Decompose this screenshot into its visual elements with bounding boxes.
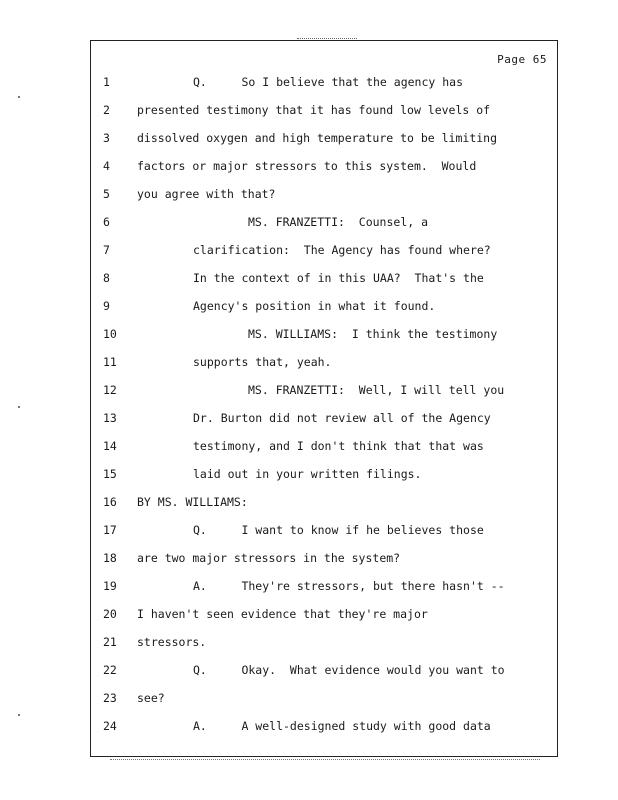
transcript-line (91, 159, 559, 187)
line-text: testimony, and I don't think that that was (193, 439, 484, 453)
line-number: 19 (103, 579, 117, 593)
line-text: Q. So I believe that the agency has (193, 75, 464, 89)
line-text: are two major stressors in the system? (137, 551, 401, 565)
line-number: 17 (103, 523, 117, 537)
transcript-line (91, 719, 559, 747)
transcript-line (91, 299, 559, 327)
line-number: 21 (103, 635, 117, 649)
line-number: 13 (103, 411, 117, 425)
line-text: Dr. Burton did not review all of the Agency (193, 411, 491, 425)
transcript-line (91, 551, 559, 579)
line-number: 7 (103, 243, 110, 257)
transcript-line (91, 495, 559, 523)
page-number: Page 65 (497, 53, 547, 66)
scan-artifact (18, 96, 20, 98)
transcript-line (91, 243, 559, 271)
transcript-line (91, 663, 559, 691)
line-text: laid out in your written filings. (193, 467, 422, 481)
line-number: 2 (103, 103, 110, 117)
transcript-line (91, 411, 559, 439)
line-text: MS. WILLIAMS: I think the testimony (248, 327, 498, 341)
transcript-line (91, 131, 559, 159)
line-text: clarification: The Agency has found where? (193, 243, 491, 257)
line-text: Q. I want to know if he believes those (193, 523, 484, 537)
transcript-line (91, 579, 559, 607)
line-text: factors or major stressors to this system. Would (137, 159, 477, 173)
transcript-line (91, 327, 559, 355)
scan-artifact (18, 406, 20, 408)
line-number: 16 (103, 495, 117, 509)
line-number: 4 (103, 159, 110, 173)
line-text: supports that, yeah. (193, 355, 332, 369)
scan-artifact (18, 714, 20, 716)
line-number: 15 (103, 467, 117, 481)
line-number: 10 (103, 327, 117, 341)
line-number: 6 (103, 215, 110, 229)
line-number: 18 (103, 551, 117, 565)
line-number: 8 (103, 271, 110, 285)
scan-artifact (110, 756, 540, 760)
line-number: 12 (103, 383, 117, 397)
line-text: MS. FRANZETTI: Counsel, a (248, 215, 429, 229)
line-text: MS. FRANZETTI: Well, I will tell you (248, 383, 505, 397)
line-number: 11 (103, 355, 117, 369)
transcript-line (91, 467, 559, 495)
transcript-line (91, 691, 559, 719)
line-number: 23 (103, 691, 117, 705)
line-number: 20 (103, 607, 117, 621)
line-text: Agency's position in what it found. (193, 299, 436, 313)
transcript-line (91, 607, 559, 635)
transcript-line (91, 439, 559, 467)
transcript-line (91, 187, 559, 215)
line-text: A. A well-designed study with good data (193, 719, 491, 733)
transcript-page (90, 40, 558, 757)
line-text: A. They're stressors, but there hasn't -- (193, 579, 505, 593)
line-number: 5 (103, 187, 110, 201)
line-text: Q. Okay. What evidence would you want to (193, 663, 505, 677)
line-text: you agree with that? (137, 187, 276, 201)
transcript-line (91, 215, 559, 243)
line-text: I haven't seen evidence that they're major (137, 607, 428, 621)
line-text: stressors. (137, 635, 207, 649)
transcript-line (91, 103, 559, 131)
line-number: 14 (103, 439, 117, 453)
line-number: 22 (103, 663, 117, 677)
line-number: 1 (103, 75, 110, 89)
transcript-line (91, 523, 559, 551)
line-text: BY MS. WILLIAMS: (137, 495, 248, 509)
line-text: presented testimony that it has found low levels of (137, 103, 491, 117)
transcript-line (91, 75, 559, 103)
line-text: dissolved oxygen and high temperature to be limiting (137, 131, 498, 145)
line-number: 24 (103, 719, 117, 733)
line-number: 9 (103, 299, 110, 313)
transcript-line (91, 271, 559, 299)
transcript-line (91, 355, 559, 383)
line-number: 3 (103, 131, 110, 145)
line-text: In the context of in this UAA? That's the (193, 271, 484, 285)
line-text: see? (137, 691, 165, 705)
transcript-line (91, 383, 559, 411)
transcript-line (91, 635, 559, 663)
